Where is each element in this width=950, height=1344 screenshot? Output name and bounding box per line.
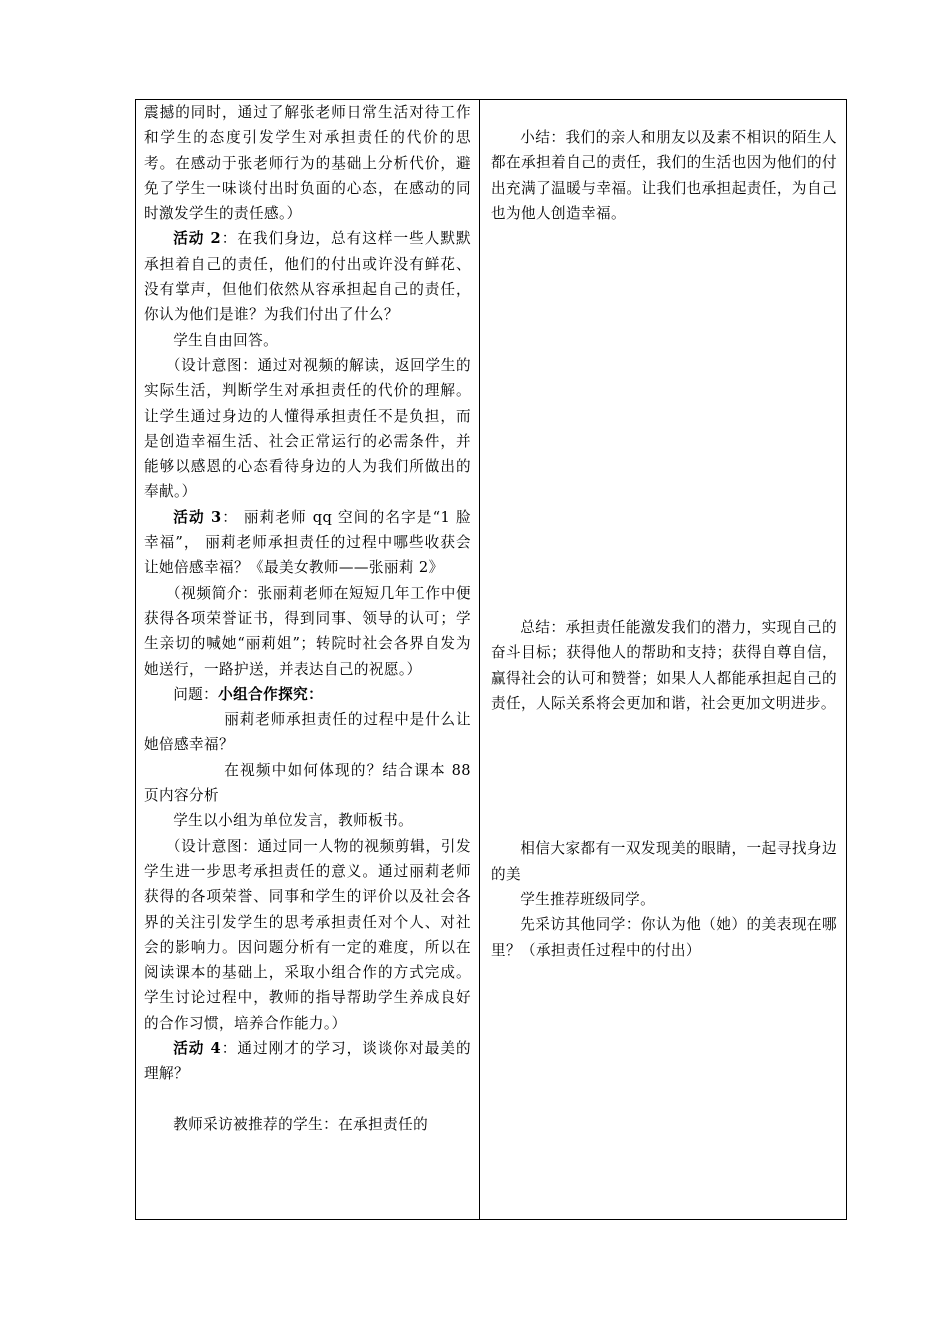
activity-3-text: ： 丽莉老师 qq 空间的名字是“1 脸幸福”， 丽莉老师承担责任的过程中哪些收获会让她倍感幸福？《最美女教师——张丽莉 2》: [144, 508, 471, 577]
column-divider: [479, 100, 480, 1219]
paragraph-question: [144, 682, 471, 707]
paragraph-question-2: 在视频中如何体现的？结合课本 88 页内容分析: [144, 761, 471, 805]
paragraph-summary-2: 总结：承担责任能激发我们的潜力，实现自己的奋斗目标；获得他人的帮助和支持；获得自尊自信，赢得社会的认可和赞誉；如果人人都能承担起自己的责任，人际关系将会更加和谐，社会更加文明进步。: [491, 619, 837, 713]
paragraph-group-speak: 学生以小组为单位发言，教师板书。: [173, 812, 414, 830]
lesson-table: [135, 99, 847, 1220]
right-column: [491, 100, 837, 1219]
paragraph-beauty-2: 学生推荐班级同学。: [520, 890, 656, 908]
blank-line: [144, 1087, 471, 1112]
paragraph-beauty-1: 相信大家都有一双发现美的眼睛，一起寻找身边的美: [491, 840, 837, 883]
paragraph-question-1: 丽莉老师承担责任的过程中是什么让她倍感幸福？: [144, 711, 471, 754]
paragraph-activity-3: [144, 505, 471, 581]
paragraph-design-intent-2: （设计意图：通过对视频的解读，返回学生的实际生活，判断学生对承担责任的代价的理解。让学生通过身边的人懂得承担责任不是负担，而是创造幸福生活、社会正常运行的必需条件，并能够以感恩的心态看待身边的人为我们所做出的奉献。）: [144, 356, 471, 501]
activity-2-label: 活动 2: [173, 230, 222, 248]
question-label: 问题：: [173, 685, 219, 703]
right-top-spacer: [491, 100, 837, 125]
paragraph-design-intent-1: 震撼的同时，通过了解张老师日常生活对待工作和学生的态度引发学生对承担责任的代价的思考。在感动于张老师行为的基础上分析代价，避免了学生一味谈付出时负面的心态，在感动的同时激发学生的责任感。）: [144, 104, 471, 223]
right-spacer-1: [491, 226, 837, 615]
paragraph-activity-2: [144, 226, 471, 327]
paragraph-activity-4: [144, 1036, 471, 1087]
paragraph-video-intro: （视频简介：张丽莉老师在短短几年工作中便获得各项荣誉证书，得到同事、领导的认可；学生亲切的喊她“丽莉姐”；转院时社会各界自发为她送行，一路护送，并表达自己的祝愿。）: [144, 584, 471, 678]
paragraph-free-answer: 学生自由回答。: [173, 331, 279, 349]
question-bold: 小组合作探究：: [218, 685, 324, 703]
right-spacer-2: [491, 716, 837, 836]
paragraph-beauty-3: 先采访其他同学：你认为他（她）的美表现在哪里？（承担责任过程中的付出）: [491, 916, 837, 959]
activity-4-text: ：通过刚才的学习，谈谈你对最美的理解？: [144, 1039, 471, 1083]
activity-4-label: 活动 4: [173, 1039, 222, 1057]
activity-2-text: ：在我们身边，总有这样一些人默默承担着自己的责任，他们的付出或许没有鲜花、没有掌声，但他们依然从容承担起自己的责任，你认为他们是谁？为我们付出了什么？: [144, 230, 471, 324]
paragraph-design-intent-3: （设计意图：通过同一人物的视频剪辑，引发学生进一步思考承担责任的意义。通过丽莉老师获得的各项荣誉、同事和学生的评价以及社会各界的关注引发学生的思考承担责任对个人、对社会的影响力。因问题分析有一定的难度，所以在阅读课本的基础上，采取小组合作的方式完成。学生讨论过程中，教师的指导帮助学生养成良好的合作习惯，培养合作能力。）: [144, 837, 471, 1032]
paragraph-teacher-interview: 教师采访被推荐的学生：在承担责任的: [173, 1115, 429, 1133]
paragraph-summary-1: 小结：我们的亲人和朋友以及素不相识的陌生人都在承担着自己的责任，我们的生活也因为他们的付出充满了温暖与幸福。让我们也承担起责任，为自己也为他人创造幸福。: [491, 129, 837, 222]
activity-3-label: 活动 3: [173, 508, 222, 526]
left-column: [144, 100, 471, 1219]
